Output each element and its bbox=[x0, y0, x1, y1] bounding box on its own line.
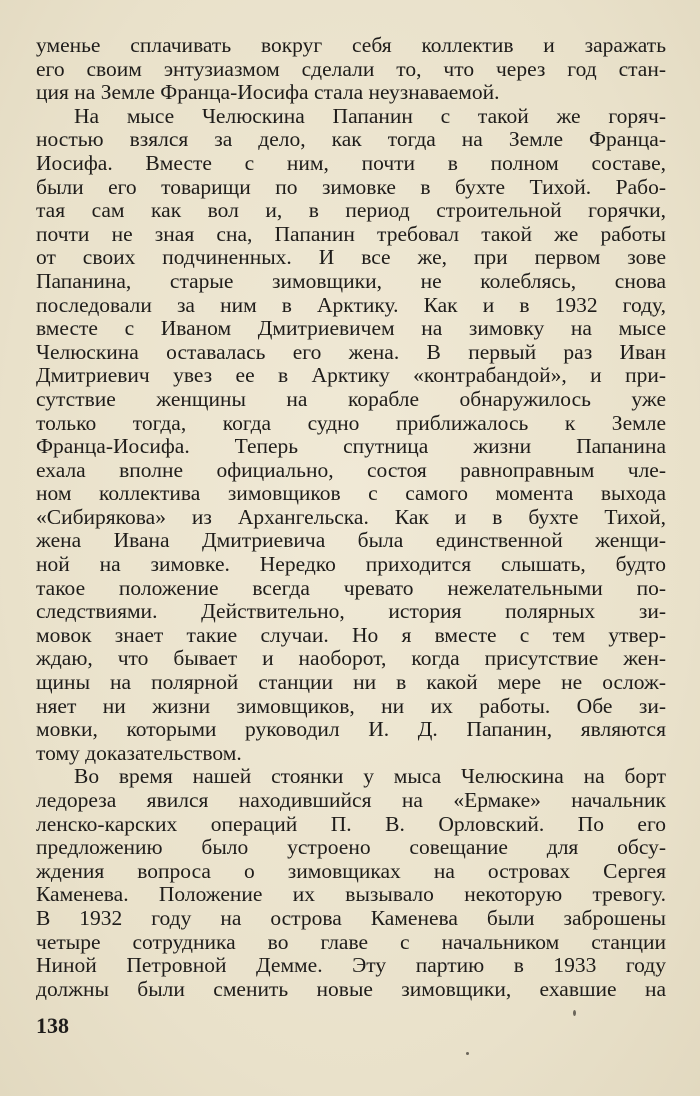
body-text bbox=[36, 34, 666, 1001]
print-speck bbox=[573, 1010, 576, 1016]
text-line: щины на полярной станции ни в какой мере не ослож- bbox=[36, 670, 666, 695]
text-line: предложению было устроено совещание для обсу- bbox=[36, 835, 666, 860]
text-line: сутствие женщины на корабле обнаружилось уже bbox=[36, 386, 666, 411]
paragraph-first-line: Во время нашей стоянки у мыса Челюскина на борт bbox=[74, 764, 666, 789]
text-line: ждения вопроса о зимовщиках на островах Сергея bbox=[36, 858, 666, 883]
text-line: Иосифа. Вместе с ним, почти в полном составе, bbox=[36, 150, 666, 175]
text-line: мовок знает такие случаи. Но я вместе с тем утвер- bbox=[36, 622, 666, 647]
text-line: почти не зная сна, Папанин требовал такой же работы bbox=[36, 221, 666, 246]
text-line: такое положение всегда чревато нежелательными по- bbox=[36, 575, 666, 600]
text-line: уменье сплачивать вокруг себя коллектив и заражать bbox=[36, 33, 666, 57]
text-line: ностью взялся за дело, как тогда на Земле Франца- bbox=[36, 127, 666, 152]
text-line: Франца-Иосифа. Теперь спутница жизни Папанина bbox=[36, 434, 666, 459]
text-line: жена Ивана Дмитриевича была единственной женщи- bbox=[36, 528, 666, 553]
text-line: были его товарищи по зимовке в бухте Тихой. Рабо- bbox=[36, 174, 666, 199]
text-line: ной на зимовке. Нередко приходится слышать, будто bbox=[36, 552, 666, 577]
page-number: 138 bbox=[36, 1013, 69, 1038]
text-line: только тогда, когда судно приближалось к Земле bbox=[36, 410, 666, 435]
text-line: от своих подчиненных. И все же, при первом зове bbox=[36, 245, 666, 270]
text-line: Папанина, старые зимовщики, не колеблясь, снова bbox=[36, 268, 666, 293]
paragraph-first-line: На мысе Челюскина Папанин с такой же горяч- bbox=[74, 103, 666, 128]
text-line: следствиями. Действительно, история полярных зи- bbox=[36, 599, 666, 624]
text-line: тая сам как вол и, в период строительной горячки, bbox=[36, 198, 666, 223]
text-line: Челюскина оставалась его жена. В первый раз Иван bbox=[36, 339, 666, 364]
text-line: ция на Земле Франца-Иосифа стала неузнаваемой. bbox=[36, 80, 500, 105]
text-line: ждаю, что бывает и наоборот, когда присутствие жен- bbox=[36, 646, 666, 671]
text-line: вместе с Иваном Дмитриевичем на зимовку на мысе bbox=[36, 316, 666, 341]
text-line: ехала вполне официально, состоя равноправным чле- bbox=[36, 457, 666, 482]
text-line: няет ни жизни зимовщиков, ни их работы. Обе зи- bbox=[36, 693, 666, 718]
text-line: «Сибирякова» из Архангельска. Как и в бухте Тихой, bbox=[36, 504, 666, 529]
text-line: ленско-карских операций П. В. Орловский. По его bbox=[36, 811, 666, 836]
text-line: последовали за ним в Арктику. Как и в 1932 году, bbox=[36, 292, 666, 317]
text-line: Каменева. Положение их вызывало некоторую тревогу. bbox=[36, 882, 666, 907]
text-line: должны были сменить новые зимовщики, ехавшие на bbox=[36, 976, 666, 1001]
text-line: тому доказательством. bbox=[36, 740, 242, 765]
text-line: мовки, которыми руководил И. Д. Папанин, являются bbox=[36, 717, 666, 742]
text-line: Дмитриевич увез ее в Арктику «контрабандой», и при- bbox=[36, 363, 666, 388]
text-line: четыре сотрудника во главе с начальником станции bbox=[36, 929, 666, 954]
text-line: его своим энтузиазмом сделали то, что через год стан- bbox=[36, 56, 666, 81]
print-speck bbox=[466, 1052, 469, 1055]
text-line: Ниной Петровной Демме. Эту партию в 1933 году bbox=[36, 953, 666, 978]
text-line: ном коллектива зимовщиков с самого момента выхода bbox=[36, 481, 666, 506]
text-line: ледореза явился находившийся на «Ермаке» начальник bbox=[36, 788, 666, 812]
text-line: В 1932 году на острова Каменева были заброшены bbox=[36, 905, 666, 930]
